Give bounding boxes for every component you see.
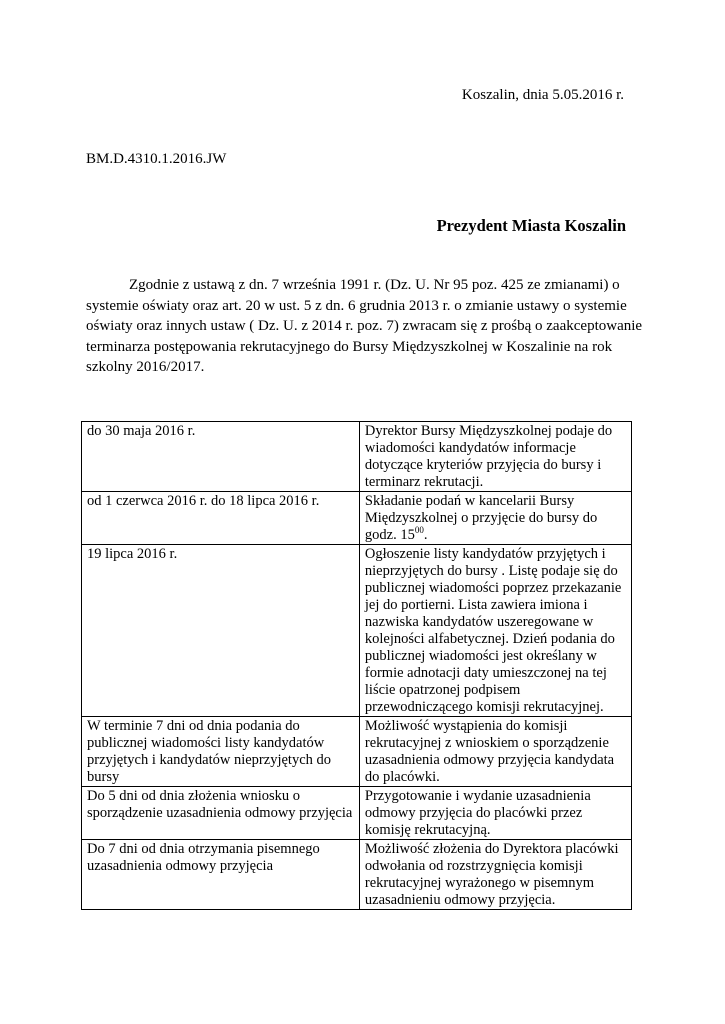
table-row (82, 492, 632, 545)
letter-body (86, 275, 646, 378)
term-cell: Do 5 dni od dnia złożenia wniosku o sporządzenie uzasadnienia odmowy przyjęcia (82, 787, 360, 840)
action-cell (359, 492, 631, 545)
action-superscript: 00 (414, 525, 424, 536)
action-tail: . (423, 527, 428, 543)
body-paragraph-text: Zgodnie z ustawą z dn. 7 września 1991 r. (Dz. U. Nr 95 poz. 425 ze zmianami) o systemie oświaty oraz art. 20 w ust. 5 z dn. 6 grudnia 2013 r. o zmianie ustawy o systemie oświaty oraz innych ustaw ( Dz. U. z 2014 r. poz. 7) zwracam się z prośbą o zaakceptowanie terminarza postępowania rekrutacyjnego do Bursy Międzyszkolnej w Koszalinie na rok szkolny 2016/2017. (86, 277, 643, 375)
action-cell: Możliwość wystąpienia do komisji rekrutacyjnej z wnioskiem o sporządzenie uzasadnienia odmowy przyjęcia kandydata do placówki. (359, 717, 631, 787)
term-cell: do 30 maja 2016 r. (82, 422, 360, 492)
reference-number: BM.D.4310.1.2016.JW (86, 151, 227, 167)
table-row (82, 422, 632, 492)
action-cell: Możliwość złożenia do Dyrektora placówki odwołania od rozstrzygnięcia komisji rekrutacyjnej wyrażonego w pisemnym uzasadnieniu odmowy przyjęcia. (359, 840, 631, 910)
recruitment-schedule-table (81, 421, 632, 910)
action-cell: Dyrektor Bursy Międzyszkolnej podaje do wiadomości kandydatów informacje dotyczące kryteriów przyjęcia do bursy i terminarz rekrutacji. (359, 422, 631, 492)
term-cell: 19 lipca 2016 r. (82, 545, 360, 717)
action-cell: Ogłoszenie listy kandydatów przyjętych i nieprzyjętych do bursy . Listę podaje się do publicznej wiadomości poprzez przekazanie jej do portierni. Lista zawiera imiona i nazwiska kandydatów uszeregowane w kolejności alfabetycznej. Dzień podania do publicznej wiadomości jest określany w formie adnotacji daty umieszczonej na tej liście opatrzonej podpisem przewodniczącego komisji rekrutacyjnej. (359, 545, 631, 717)
body-paragraph (86, 275, 646, 378)
table-row (82, 545, 632, 717)
table-row (82, 840, 632, 910)
term-cell: W terminie 7 dni od dnia podania do publicznej wiadomości listy kandydatów przyjętych i kandydatów nieprzyjętych do bursy (82, 717, 360, 787)
action-text: Składanie podań w kancelarii Bursy Międzyszkolnej o przyjęcie do bursy do godz. 15 (364, 493, 598, 543)
table-row (82, 787, 632, 840)
addressee: Prezydent Miasta Koszalin (436, 216, 626, 235)
table-row (82, 717, 632, 787)
term-cell: Do 7 dni od dnia otrzymania pisemnego uzasadnienia odmowy przyjęcia (82, 840, 360, 910)
document-date: Koszalin, dnia 5.05.2016 r. (461, 87, 624, 103)
term-cell: od 1 czerwca 2016 r. do 18 lipca 2016 r. (82, 492, 360, 545)
action-cell: Przygotowanie i wydanie uzasadnienia odmowy przyjęcia do placówki przez komisję rekrutacyjną. (359, 787, 631, 840)
